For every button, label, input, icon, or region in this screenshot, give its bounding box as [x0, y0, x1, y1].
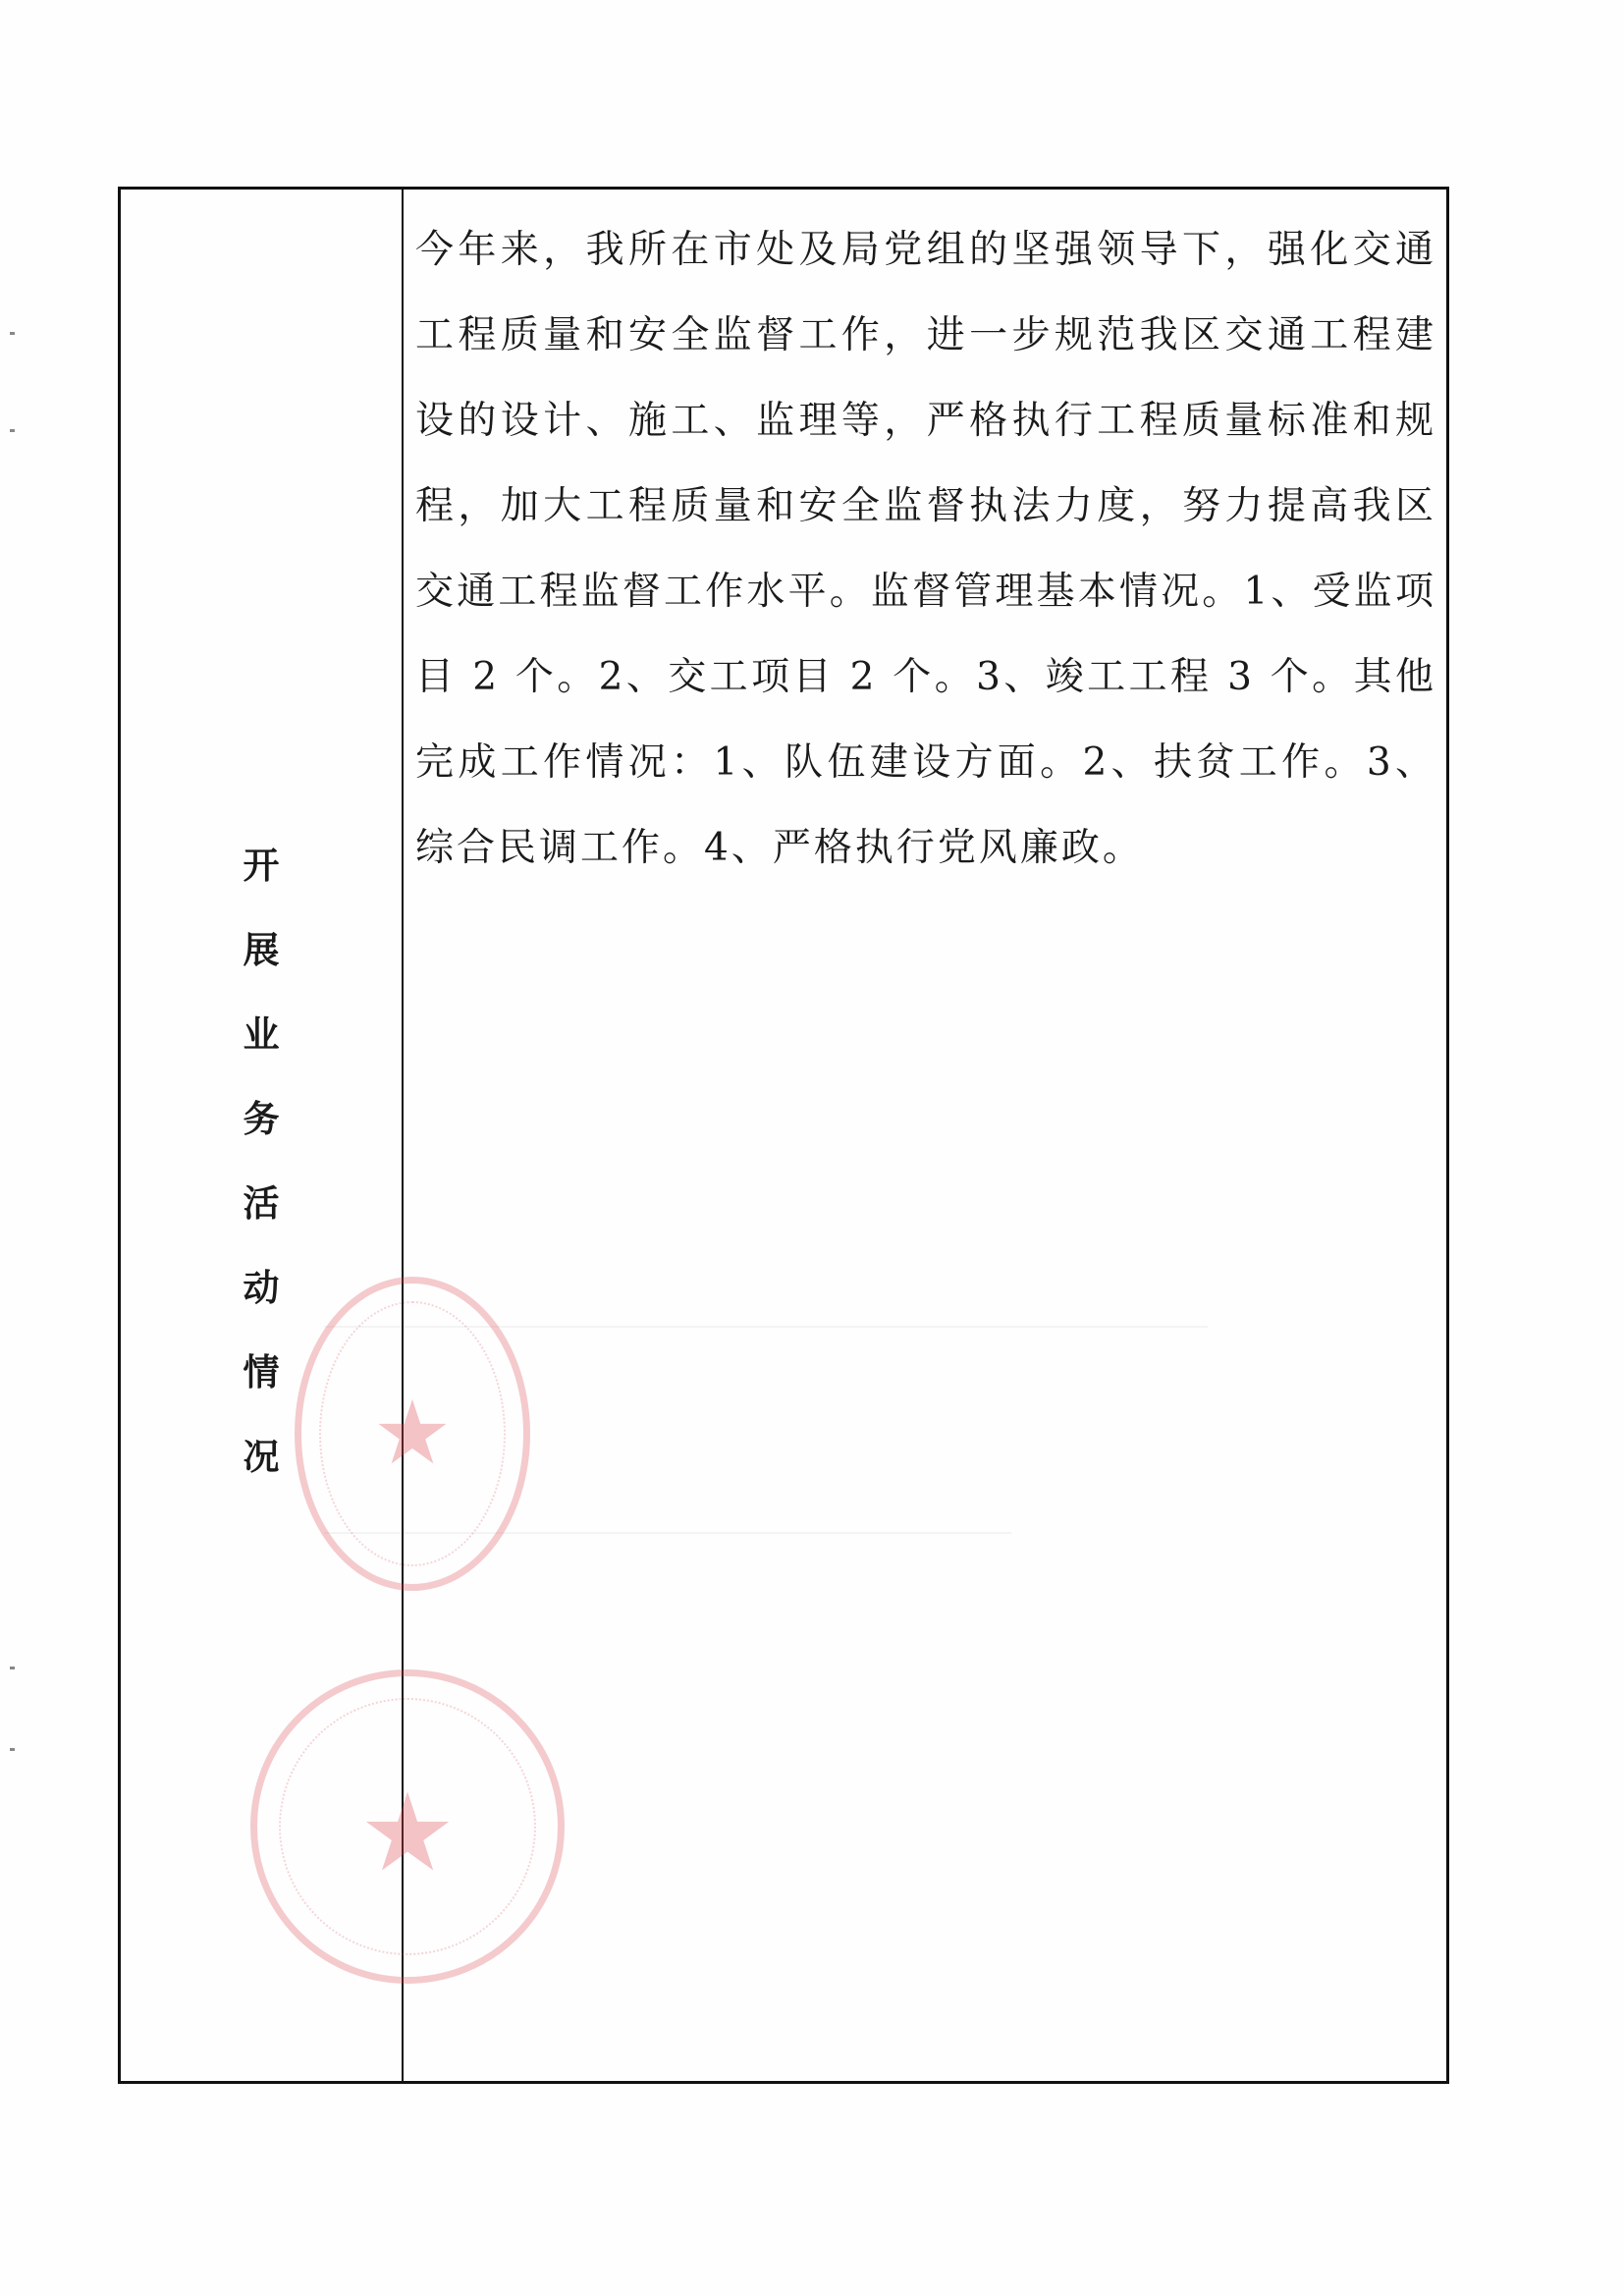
official-seal-upper [295, 1277, 530, 1591]
star-icon: ★ [372, 1382, 453, 1485]
official-seal-lower [250, 1669, 565, 1984]
section-label-char: 业 [243, 1012, 280, 1056]
activity-description: 今年来，我所在市处及局党组的坚强领导下，强化交通工程质量和安全监督工作，进一步规范我区交通工程建设的设计、施工、监理等，严格执行工程质量标准和规程，加大工程质量和安全监督执法力度，努力提高我区交通工程监督工作水平。监督管理基本情况。1、受监项目 2 个。2、交工项目 2 个。3、竣工工程 3 个。其他完成工作情况：1、队伍建设方面。2、扶贫工作。3、综合民调工作。4、严格执行党风廉政。 [415, 228, 1436, 870]
section-label-char: 务 [243, 1097, 280, 1140]
section-label-char: 开 [243, 844, 280, 887]
section-label-char: 活 [243, 1181, 280, 1225]
scan-artifact [10, 1667, 15, 1669]
scan-artifact [10, 1748, 15, 1751]
section-label-char: 展 [243, 928, 280, 971]
section-label-char: 情 [243, 1350, 280, 1394]
content-column [415, 207, 1436, 891]
section-label-char: 动 [243, 1266, 280, 1309]
scan-artifact [10, 332, 15, 335]
section-label-char: 况 [243, 1435, 280, 1478]
scan-artifact [10, 429, 15, 432]
star-icon: ★ [358, 1770, 457, 1895]
